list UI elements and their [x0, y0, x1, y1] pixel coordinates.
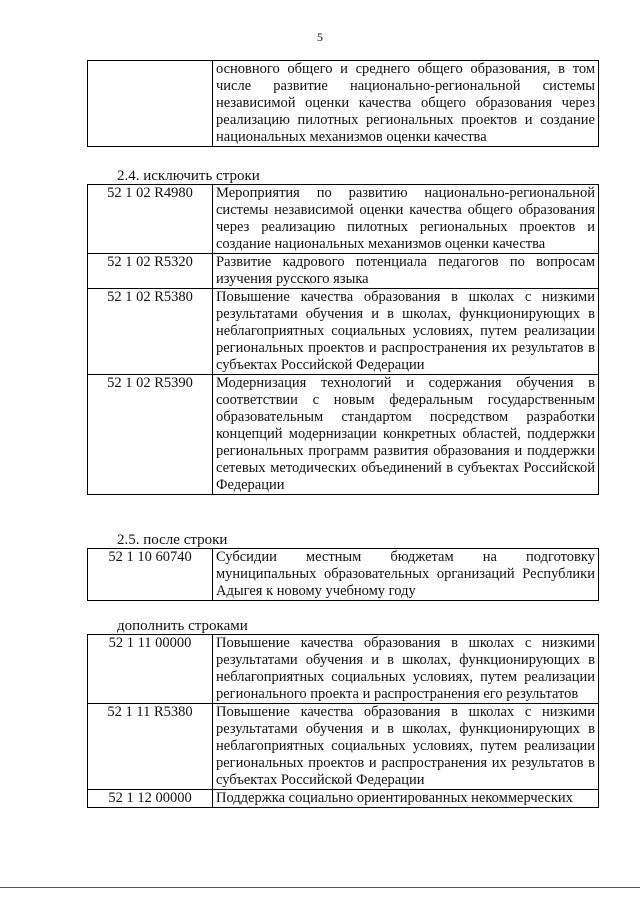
exclude-rows-table [87, 184, 599, 495]
continuation-table [87, 60, 599, 147]
table-row [88, 185, 599, 254]
table-row [88, 704, 599, 790]
code-cell: 52 1 02 R4980 [88, 185, 213, 254]
code-cell [88, 61, 213, 147]
code-cell: 52 1 02 R5380 [88, 289, 213, 375]
page-number: 5 [317, 30, 323, 44]
section-2-5-heading: 2.5. после строки [117, 532, 228, 548]
description-cell: Субсидии местным бюджетам на подготовку муниципальных образовательных организаций Республики Адыгея к новому учебному году [213, 549, 599, 601]
table-row [88, 790, 599, 808]
table-row [88, 375, 599, 495]
description-cell: Повышение качества образования в школах с низкими результатами обучения и в школах, функционирующих в неблагоприятных социальных условиях, путем реализации региональных проектов и распространения их результатов в субъектах Российской Федерации [213, 289, 599, 375]
code-cell: 52 1 12 00000 [88, 790, 213, 808]
table-row [88, 61, 599, 147]
code-cell: 52 1 02 R5320 [88, 254, 213, 289]
table-row [88, 254, 599, 289]
add-rows-heading: дополнить строками [117, 618, 248, 634]
table-row [88, 549, 599, 601]
description-cell: Поддержка социально ориентированных некоммерческих [213, 790, 599, 808]
code-cell: 52 1 11 00000 [88, 635, 213, 704]
code-cell: 52 1 11 R5380 [88, 704, 213, 790]
description-cell: Повышение качества образования в школах с низкими результатами обучения и в школах, функционирующих в неблагоприятных социальных условиях, путем реализации региональных проектов и распространения их результатов в субъектах Российской Федерации [213, 704, 599, 790]
table-row [88, 289, 599, 375]
description-cell: Мероприятия по развитию национально-региональной системы независимой оценки качества общего образования через реализацию пилотных региональных проектов и создание национальных механизмов оценки качества [213, 185, 599, 254]
add-rows-table [87, 634, 599, 808]
description-cell: Развитие кадрового потенциала педагогов по вопросам изучения русского языка [213, 254, 599, 289]
section-2-4-heading: 2.4. исключить строки [117, 168, 260, 184]
description-cell: основного общего и среднего общего образования, в том числе развитие национально-региональной системы независимой оценки качества общего образования через реализацию пилотных региональных проектов и создание национальных механизмов оценки качества [213, 61, 599, 147]
after-row-table [87, 548, 599, 601]
page-bottom-edge [0, 887, 640, 888]
table-row [88, 635, 599, 704]
description-cell: Модернизация технологий и содержания обучения в соответствии с новым федеральным государственным образовательным стандартом посредством разработки концепций модернизации конкретных областей, поддержки региональных программ развития образования и поддержки сетевых методических объединений в субъектах Российской Федерации [213, 375, 599, 495]
code-cell: 52 1 10 60740 [88, 549, 213, 601]
code-cell: 52 1 02 R5390 [88, 375, 213, 495]
description-cell: Повышение качества образования в школах с низкими результатами обучения и в школах, функционирующих в неблагоприятных социальных условиях, путем реализации регионального проекта и распространения его результатов [213, 635, 599, 704]
